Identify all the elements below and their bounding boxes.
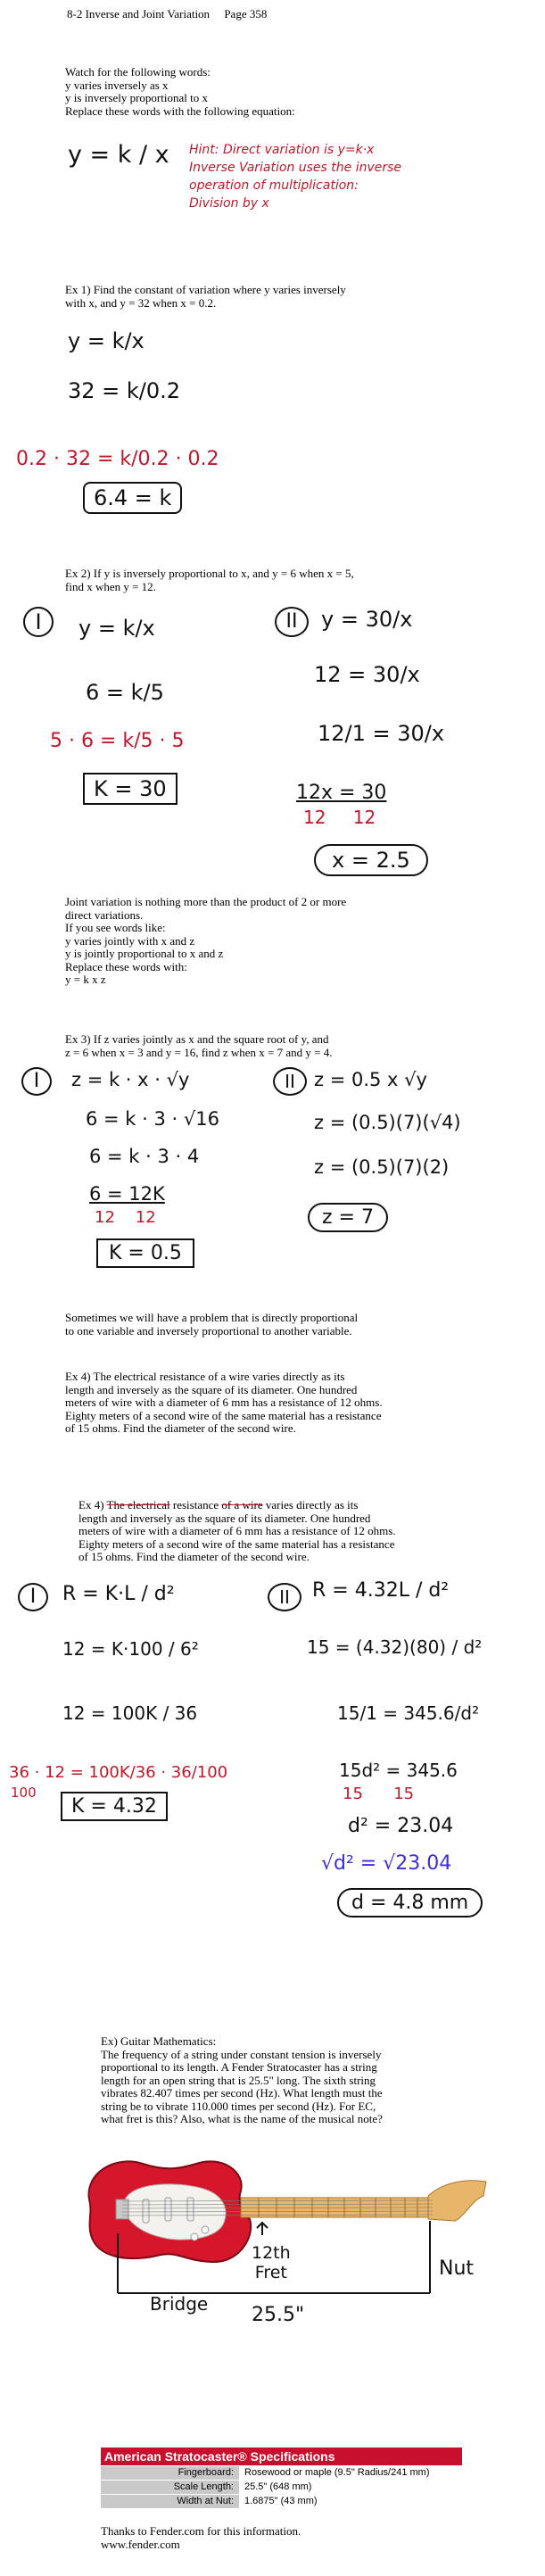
ex3-step: 6 = 12K xyxy=(89,1183,165,1205)
ex4-prompt xyxy=(65,1371,383,1436)
ex3-step: z = 0.5 x √y xyxy=(314,1069,427,1090)
credits xyxy=(101,2525,301,2551)
spec-value: 25.5" (648 mm) xyxy=(244,2481,312,2492)
ex3-step: z = k · x · √y xyxy=(71,1069,190,1090)
joint-line: Joint variation is nothing more than the product of 2 or more xyxy=(65,895,347,908)
prompt-line: Ex) Guitar Mathematics: xyxy=(101,2034,217,2048)
ex4-step: 36 · 12 = 100K/36 · 36/100 xyxy=(9,1763,228,1782)
prompt-line: Ex 3) If z varies jointly as x and the square root of y, and xyxy=(65,1032,329,1046)
combined-text xyxy=(65,1312,358,1338)
prompt-line: meters of wire with a diameter of 6 mm has a resistance of 12 ohms. xyxy=(65,1396,383,1409)
hint-note xyxy=(189,141,401,212)
intro-line: Watch for the following words: xyxy=(65,65,211,79)
ex2-answer: x = 2.5 xyxy=(314,844,428,876)
ex-label: Ex 4) xyxy=(78,1498,104,1512)
prompt-line: length for an open string that is 25.5" long. The sixth string xyxy=(101,2073,376,2087)
part-label: I xyxy=(21,1067,52,1096)
ex1-answer: 6.4 = k xyxy=(83,482,182,514)
ex2-step: 12/1 = 30/x xyxy=(318,721,445,746)
spec-key: Width at Nut: xyxy=(101,2495,239,2508)
ex2-step: 6 = k/5 xyxy=(86,680,164,705)
ex4-step: 12 = K·100 / 6² xyxy=(62,1638,199,1660)
ex2-answer: K = 30 xyxy=(83,773,178,805)
joint-line: Replace these words with: xyxy=(65,959,187,973)
credit-line: Thanks to Fender.com for this information. xyxy=(101,2524,301,2538)
fret-label xyxy=(252,2243,291,2282)
ex2-step: 12 = 30/x xyxy=(314,662,420,687)
ex3-answer: K = 0.5 xyxy=(96,1238,194,1268)
ex3-step: 6 = k · 3 · 4 xyxy=(89,1146,200,1167)
spec-value: Rosewood or maple (9.5" Radius/241 mm) xyxy=(244,2467,430,2478)
bridge-plate xyxy=(116,2199,128,2219)
part-label: II xyxy=(275,607,309,637)
ex2-prompt xyxy=(65,567,354,593)
spec-title: American Stratocaster® Specifications xyxy=(101,2448,462,2465)
ex4-step: 100 xyxy=(11,1785,37,1801)
length-label: 25.5" xyxy=(246,2304,310,2326)
prompt-line: Ex 4) The electrical resistance of a wire varies directly as its xyxy=(65,1370,345,1383)
ex1-prompt xyxy=(65,284,346,310)
prompt-line: with x, and y = 32 when x = 0.2. xyxy=(65,295,217,310)
prompt-line: Eighty meters of a second wire of the same material has a resistance xyxy=(65,1408,382,1422)
ex3-step: z = (0.5)(7)(2) xyxy=(314,1156,450,1178)
knob xyxy=(191,2233,198,2241)
joint-line: direct variations. xyxy=(65,907,144,922)
prompt-line: length and inversely as the square of its diameter. One hundred xyxy=(65,1382,358,1396)
ex1-step: y = k/x xyxy=(68,328,145,353)
combined-line: to one variable and inversely proportional to another variable. xyxy=(65,1323,352,1338)
hint-line: operation of multiplication: xyxy=(189,178,359,193)
credit-link[interactable]: www.fender.com xyxy=(101,2537,180,2551)
prompt-line: The frequency of a string under constant tension is inversely xyxy=(101,2047,382,2061)
intro-line: y is inversely proportional to x xyxy=(65,91,208,104)
ex3-answer: z = 7 xyxy=(308,1203,388,1232)
joint-line: If you see words like: xyxy=(65,921,166,934)
part-label: I xyxy=(18,1583,48,1611)
spec-row xyxy=(101,2466,462,2480)
spec-value: 1.6875" (43 mm) xyxy=(244,2496,318,2506)
part-label: II xyxy=(268,1583,301,1611)
ex2-step: y = 30/x xyxy=(321,607,413,632)
prompt-line xyxy=(78,1499,396,1512)
prompt-line: z = 6 when x = 3 and y = 16, find z when x = 7 and y = 4. xyxy=(65,1045,333,1059)
prompt-line: Eighty meters of a second wire of the same material has a resistance xyxy=(78,1536,395,1551)
prompt-line: what fret is this? Also, what is the name of the musical note? xyxy=(101,2112,383,2125)
joint-text xyxy=(65,896,346,987)
prompt-line: Ex 1) Find the constant of variation where y varies inversely xyxy=(65,283,346,296)
ex4-step: R = K·L / d² xyxy=(62,1583,175,1605)
combined-line: Sometimes we will have a problem that is directly proportional xyxy=(65,1311,359,1324)
inverse-formula: y = k / x xyxy=(68,141,169,169)
ex2-step: 12 12 xyxy=(303,807,376,828)
joint-line: y = k x z xyxy=(65,973,106,986)
spec-table xyxy=(101,2448,462,2508)
intro-text xyxy=(65,66,295,118)
page-title xyxy=(67,8,267,21)
joint-line: y varies jointly with x and z xyxy=(65,933,195,948)
bridge-label: Bridge xyxy=(150,2293,209,2315)
knob xyxy=(202,2226,209,2233)
ex4-step: d² = 23.04 xyxy=(348,1815,454,1837)
hint-line: Hint: Direct variation is y=k·x xyxy=(189,143,375,157)
ex4-step: 15 15 xyxy=(343,1785,415,1803)
part-label: I xyxy=(23,607,54,637)
prompt-line: Ex 2) If y is inversely proportional to x, and y = 6 when x = 5, xyxy=(65,567,354,580)
ex3-step: z = (0.5)(7)(√4) xyxy=(314,1112,461,1133)
ex4-step: 15/1 = 345.6/d² xyxy=(337,1702,480,1724)
ex4-step: 15 = (4.32)(80) / d² xyxy=(307,1636,483,1658)
prompt-line: meters of wire with a diameter of 6 mm has a resistance of 12 ohms. xyxy=(78,1524,396,1537)
prompt-line: length and inversely as the square of its diameter. One hundred xyxy=(78,1511,371,1525)
page-ref: Page 358 xyxy=(224,7,268,21)
pickup xyxy=(143,2199,149,2223)
intro-line: Replace these words with the following equation: xyxy=(65,104,295,118)
ex4b-prompt xyxy=(78,1499,396,1564)
ex1-step: 32 = k/0.2 xyxy=(68,378,181,403)
joint-line: y is jointly proportional to x and z xyxy=(65,947,224,960)
ex2-step: 5 · 6 = k/5 · 5 xyxy=(50,730,185,752)
spec-row xyxy=(101,2495,462,2508)
ex4-step: R = 4.32L / d² xyxy=(312,1579,450,1602)
struck-text: The electrical xyxy=(106,1498,170,1512)
fret-label-line: 12th xyxy=(252,2243,291,2263)
ex2-step: 12x = 30 xyxy=(296,782,387,804)
ex1-step: 0.2 · 32 = k/0.2 · 0.2 xyxy=(16,448,219,470)
intro-line: y varies inversely as x xyxy=(65,78,169,92)
ex3-prompt xyxy=(65,1033,333,1059)
nut-label: Nut xyxy=(439,2257,475,2280)
prompt-line: of 15 ohms. Find the diameter of the second wire. xyxy=(65,1421,296,1435)
prompt-line: string be to vibrate 110.000 times per second (Hz). For EC, xyxy=(101,2099,376,2113)
ex3-step: 12 12 xyxy=(95,1208,156,1227)
prompt-line: find x when y = 12. xyxy=(65,579,156,593)
ex4-step: 12 = 100K / 36 xyxy=(62,1702,198,1724)
hint-line: Inverse Variation uses the inverse xyxy=(189,161,402,175)
part-label: II xyxy=(273,1067,307,1096)
ex4-answer: K = 4.32 xyxy=(61,1792,168,1821)
prompt-word: varies directly as its xyxy=(265,1498,359,1512)
spec-key: Fingerboard: xyxy=(101,2466,239,2480)
guitar-prompt xyxy=(101,2035,383,2126)
title-text: 8-2 Inverse and Joint Variation xyxy=(67,7,211,21)
ex3-step: 6 = k · 3 · √16 xyxy=(86,1108,219,1130)
ex4-answer: d = 4.8 mm xyxy=(337,1888,483,1918)
struck-text: of a wire xyxy=(221,1498,263,1512)
hint-line: Division by x xyxy=(189,196,269,211)
prompt-line: of 15 ohms. Find the diameter of the second wire. xyxy=(78,1550,310,1563)
spec-row xyxy=(101,2481,462,2494)
fret-label-line: Fret xyxy=(254,2263,287,2282)
ex2-step: y = k/x xyxy=(78,616,155,641)
ex4-step: 15d² = 345.6 xyxy=(339,1760,458,1781)
prompt-word: resistance xyxy=(172,1498,219,1512)
headstock xyxy=(428,2181,486,2221)
prompt-line: proportional to its length. A Fender Stratocaster has a string xyxy=(101,2060,377,2074)
ex4-step: √d² = √23.04 xyxy=(321,1852,452,1875)
spec-key: Scale Length: xyxy=(101,2481,239,2494)
prompt-line: vibrates 82.407 times per second (Hz). What length must the xyxy=(101,2086,383,2100)
